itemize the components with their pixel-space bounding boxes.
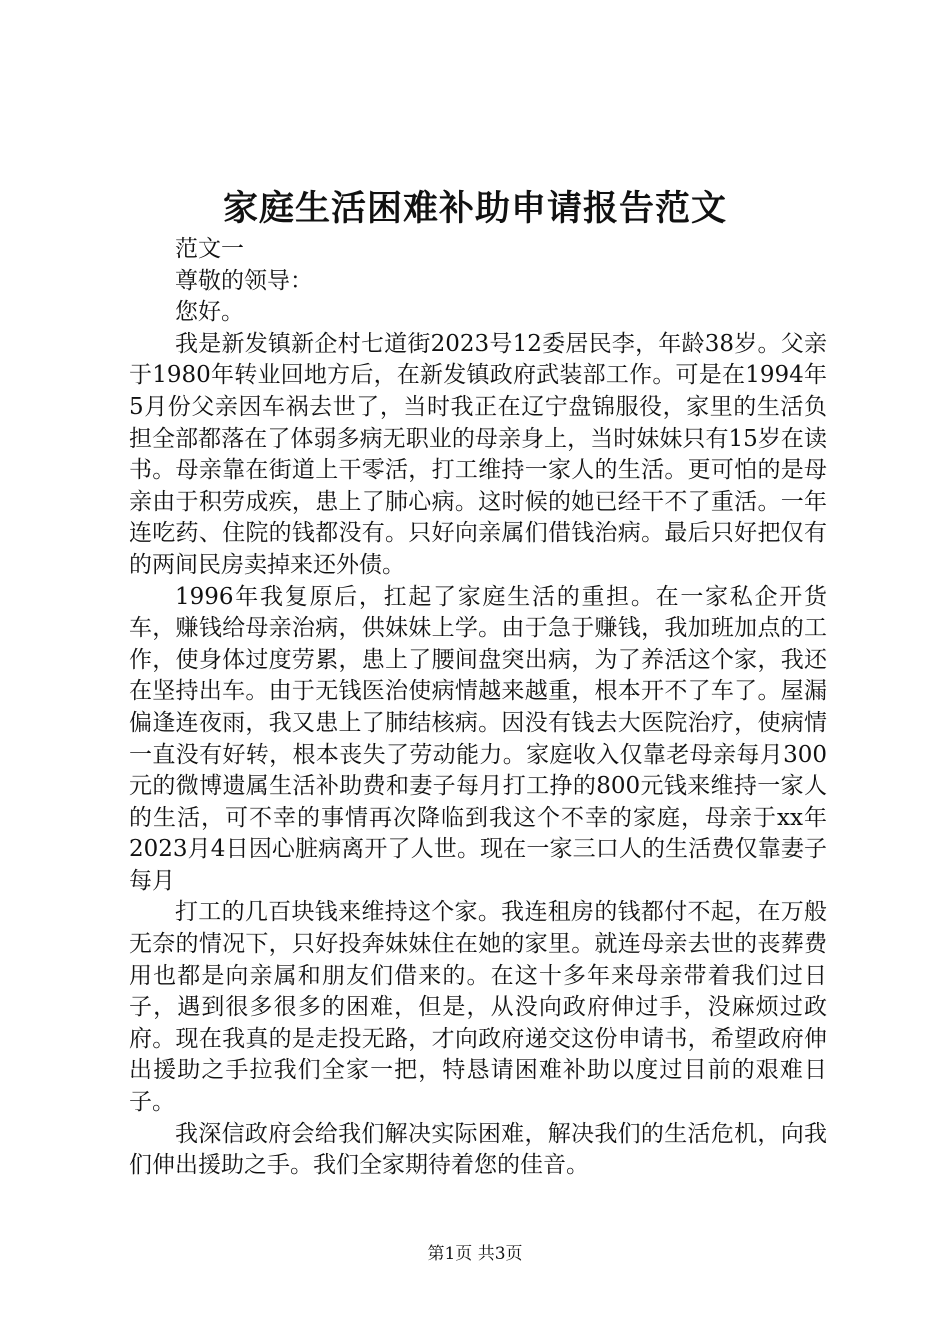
paragraph-body: 我是新发镇新企村七道街2023号12委居民李，年龄38岁。父亲于1980年转业回地方后，在新发镇政府武装部工作。可是在1994年5月份父亲因车祸去世了，当时我正在辽宁盘锦服役，家里的生活负担全部都落在了体弱多病无职业的母亲身上，当时妹妹只有15岁在读书。母亲靠在街道上干零活，打工维持一家人的生活。更可怕的是母亲由于积劳成疾，患上了肺心病。这时候的她已经干不了重活。一年连吃药、住院的钱都没有。只好向亲属们借钱治病。最后只好把仅有的两间民房卖掉来还外债。 bbox=[129, 330, 827, 578]
paragraph-body: 1996年我复原后，扛起了家庭生活的重担。在一家私企开货车，赚钱给母亲治病，供妹妹上学。由于急于赚钱，我加班加点的工作，使身体过度劳累，患上了腰间盘突出病，为了养活这个家，我还在坚持出车。由于无钱医治使病情越来越重，根本开不了车了。屋漏偏逢连夜雨，我又患上了肺结核病。因没有钱去大医院治疗，使病情一直没有好转，根本丧失了劳动能力。家庭收入仅靠老母亲每月300元的微博遗属生活补助费和妻子每月打工挣的800元钱来维持一家人的生活，可不幸的事情再次降临到我这个不幸的家庭，母亲于xx年2023月4日因心脏病离开了人世。现在一家三口人的生活费仅靠妻子每月 bbox=[129, 583, 827, 894]
document-body bbox=[129, 234, 827, 1182]
paragraph-sample-heading: 范文一 bbox=[175, 236, 244, 262]
paragraph-closing: 我深信政府会给我们解决实际困难，解决我们的生活危机，向我们伸出援助之手。我们全家期待着您的佳音。 bbox=[129, 1120, 827, 1179]
paragraph-body: 打工的几百块钱来维持这个家。我连租房的钱都付不起，在万般无奈的情况下，只好投奔妹妹住在她的家里。就连母亲去世的丧葬费用也都是向亲属和朋友们借来的。在这十多年来母亲带着我们过日子，遇到很多很多的困难，但是，从没向政府伸过手，没麻烦过政府。现在我真的是走投无路，才向政府递交这份申请书，希望政府伸出援助之手拉我们全家一把，特恳请困难补助以度过目前的艰难日子。 bbox=[129, 899, 827, 1116]
paragraph-greeting: 您好。 bbox=[175, 299, 244, 326]
document-title: 家庭生活困难补助申请报告范文 bbox=[222, 188, 727, 229]
paragraph-salutation: 尊敬的领导： bbox=[175, 267, 313, 294]
page-number-footer: 第1页 共3页 bbox=[427, 1244, 523, 1264]
